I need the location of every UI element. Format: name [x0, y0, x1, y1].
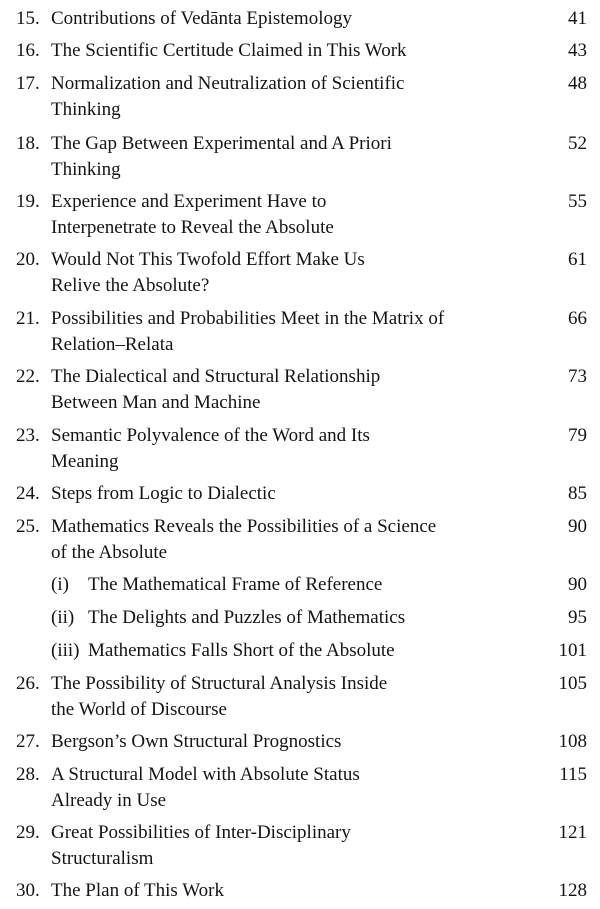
- entry-title: [51, 423, 521, 475]
- entry-title: [51, 38, 521, 64]
- entry-page-number: 108: [558, 731, 587, 752]
- entry-title: [51, 762, 521, 814]
- entry-title-line: Steps from Logic to Dialectic: [51, 483, 276, 504]
- entry-number: 26.: [16, 673, 40, 694]
- entry-title: [51, 364, 521, 416]
- entry-page-number: 85: [568, 483, 587, 504]
- entry-page-number: 52: [568, 133, 587, 154]
- entry-page-number: 95: [568, 607, 587, 628]
- entry-title-line: Normalization and Neutralization of Scientific: [51, 73, 405, 94]
- entry-page-number: 101: [558, 640, 587, 661]
- entry-page-number: 41: [568, 8, 587, 29]
- entry-title-line: A Structural Model with Absolute Status: [51, 764, 360, 785]
- entry-title: [51, 131, 521, 183]
- entry-page-number: 61: [568, 249, 587, 270]
- entry-page-number: 48: [568, 73, 587, 94]
- entry-title: [51, 247, 521, 299]
- entry-number: 20.: [16, 249, 40, 270]
- subentry-title: [88, 572, 558, 598]
- subentry-number: (i): [51, 574, 69, 595]
- entry-title-line: Thinking: [51, 159, 121, 180]
- entry-title: [51, 820, 521, 872]
- entry-number: 19.: [16, 191, 40, 212]
- entry-page-number: 55: [568, 191, 587, 212]
- entry-title: [51, 878, 521, 904]
- entry-number: 29.: [16, 822, 40, 843]
- entry-title-line: Relation–Relata: [51, 334, 174, 355]
- entry-number: 16.: [16, 40, 40, 61]
- entry-title-line: Mathematics Falls Short of the Absolute: [88, 640, 395, 661]
- entry-title: [51, 189, 521, 241]
- entry-page-number: 73: [568, 366, 587, 387]
- entry-title-line: Would Not This Twofold Effort Make Us: [51, 249, 365, 270]
- entry-number: 28.: [16, 764, 40, 785]
- entry-title-line: Thinking: [51, 99, 121, 120]
- entry-title: [51, 514, 521, 566]
- subentry-title: [88, 605, 558, 631]
- entry-number: 21.: [16, 308, 40, 329]
- entry-page-number: 115: [559, 764, 587, 785]
- entry-title-line: The Possibility of Structural Analysis Inside: [51, 673, 388, 694]
- entry-page-number: 121: [558, 822, 587, 843]
- entry-title-line: The Dialectical and Structural Relationship: [51, 366, 381, 387]
- entry-number: 23.: [16, 425, 40, 446]
- entry-number: 27.: [16, 731, 40, 752]
- entry-title: [51, 671, 521, 723]
- entry-title-line: Bergson’s Own Structural Prognostics: [51, 731, 342, 752]
- entry-title-line: Relive the Absolute?: [51, 275, 210, 296]
- entry-title-line: The Plan of This Work: [51, 880, 224, 901]
- entry-number: 30.: [16, 880, 40, 901]
- entry-title-line: The Scientific Certitude Claimed in This Work: [51, 40, 407, 61]
- entry-title-line: Structuralism: [51, 848, 154, 869]
- entry-title: [51, 729, 521, 755]
- entry-title-line: Between Man and Machine: [51, 392, 261, 413]
- entry-number: 17.: [16, 73, 40, 94]
- entry-title-line: Already in Use: [51, 790, 167, 811]
- entry-title-line: Interpenetrate to Reveal the Absolute: [51, 217, 334, 238]
- entry-number: 18.: [16, 133, 40, 154]
- entry-page-number: 79: [568, 425, 587, 446]
- entry-number: 22.: [16, 366, 40, 387]
- entry-page-number: 66: [568, 308, 587, 329]
- entry-title-line: Possibilities and Probabilities Meet in the Matrix of: [51, 308, 445, 329]
- subentry-number: (iii): [51, 640, 80, 661]
- entry-title-line: the World of Discourse: [51, 699, 227, 720]
- entry-title-line: Mathematics Reveals the Possibilities of a Science: [51, 516, 437, 537]
- entry-page-number: 43: [568, 40, 587, 61]
- entry-title: [51, 71, 521, 123]
- entry-title-line: The Gap Between Experimental and A Priori: [51, 133, 392, 154]
- entry-title: [51, 481, 521, 507]
- entry-title-line: The Delights and Puzzles of Mathematics: [88, 607, 406, 628]
- subentry-number: (ii): [51, 607, 75, 628]
- entry-page-number: 90: [568, 574, 587, 595]
- entry-page-number: 105: [558, 673, 587, 694]
- entry-number: 24.: [16, 483, 40, 504]
- subentry-title: [88, 638, 558, 664]
- entry-title: [51, 306, 521, 358]
- entry-title-line: Great Possibilities of Inter-Disciplinary: [51, 822, 351, 843]
- entry-title-line: of the Absolute: [51, 542, 168, 563]
- entry-title-line: Experience and Experiment Have to: [51, 191, 327, 212]
- entry-title-line: Semantic Polyvalence of the Word and Its: [51, 425, 370, 446]
- entry-title: [51, 6, 521, 32]
- entry-number: 25.: [16, 516, 40, 537]
- entry-page-number: 128: [558, 880, 587, 901]
- entry-title-line: Contributions of Vedānta Epistemology: [51, 8, 352, 29]
- entry-title-line: Meaning: [51, 451, 119, 472]
- entry-title-line: The Mathematical Frame of Reference: [88, 574, 383, 595]
- entry-page-number: 90: [568, 516, 587, 537]
- entry-number: 15.: [16, 8, 40, 29]
